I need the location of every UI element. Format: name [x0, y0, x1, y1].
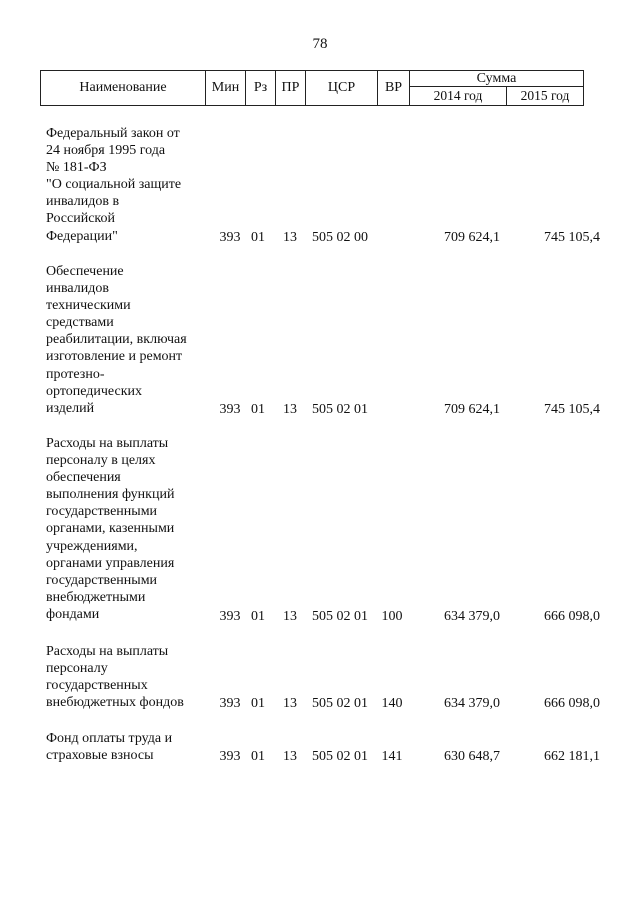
table-row [0, 435, 640, 625]
row-min: 393 [219, 695, 241, 711]
row-rz: 01 [251, 748, 265, 764]
row-vr: 100 [381, 608, 403, 624]
row-vr: 141 [381, 748, 403, 764]
row-min: 393 [219, 748, 241, 764]
row-sum-2015: 666 098,0 [544, 608, 600, 624]
header-year-2014: 2014 год [410, 87, 507, 106]
row-rz: 01 [251, 695, 265, 711]
row-name: Фонд оплаты труда и страховые взносы [46, 731, 173, 764]
row-name: Расходы на выплаты персоналу в целях обеспечения выполнения функций государственными органами, казенными учреждениями, органами управления государственными внебюджетными фондами [46, 436, 175, 622]
header-year-2015: 2015 год [507, 87, 584, 106]
row-rz: 01 [251, 608, 265, 624]
row-min: 393 [219, 608, 241, 624]
row-sum-2014: 634 379,0 [444, 695, 500, 711]
table-row [0, 263, 640, 418]
row-csr: 505 02 00 [312, 229, 368, 245]
header-min: Мин [206, 71, 246, 106]
header-rz: Рз [246, 71, 276, 106]
row-sum-2015: 662 181,1 [544, 748, 600, 764]
row-pr: 13 [283, 748, 297, 764]
row-sum-2015: 745 105,4 [544, 229, 600, 245]
row-vr: 140 [381, 695, 403, 711]
row-name: Федеральный закон от 24 ноября 1995 года № 181-ФЗ "О социальной защите инвалидов в Российской Федерации" [46, 126, 182, 244]
row-min: 393 [219, 229, 241, 245]
row-rz: 01 [251, 401, 265, 417]
row-csr: 505 02 01 [312, 401, 368, 417]
table-row [0, 730, 640, 765]
row-sum-2014: 709 624,1 [444, 401, 500, 417]
row-rz: 01 [251, 229, 265, 245]
row-min: 393 [219, 401, 241, 417]
row-name: Обеспечение инвалидов техническими средствами реабилитации, включая изготовление и ремонт протезно- ортопедических изделий [46, 264, 187, 416]
row-csr: 505 02 01 [312, 695, 368, 711]
header-csr: ЦСР [306, 71, 378, 106]
header-name: Наименование [41, 71, 206, 106]
row-name: Расходы на выплаты персоналу государственных внебюджетных фондов [46, 644, 184, 711]
row-pr: 13 [283, 608, 297, 624]
row-sum-2015: 745 105,4 [544, 401, 600, 417]
row-csr: 505 02 01 [312, 748, 368, 764]
header-sum: Сумма [410, 71, 584, 87]
row-csr: 505 02 01 [312, 608, 368, 624]
row-sum-2014: 709 624,1 [444, 229, 500, 245]
header-vr: ВР [378, 71, 410, 106]
row-pr: 13 [283, 229, 297, 245]
row-pr: 13 [283, 401, 297, 417]
page-number: 78 [312, 36, 328, 52]
row-pr: 13 [283, 695, 297, 711]
row-sum-2015: 666 098,0 [544, 695, 600, 711]
row-sum-2014: 630 648,7 [444, 748, 500, 764]
row-sum-2014: 634 379,0 [444, 608, 500, 624]
header-pr: ПР [276, 71, 306, 106]
table-row [0, 125, 640, 246]
table-row [0, 643, 640, 712]
